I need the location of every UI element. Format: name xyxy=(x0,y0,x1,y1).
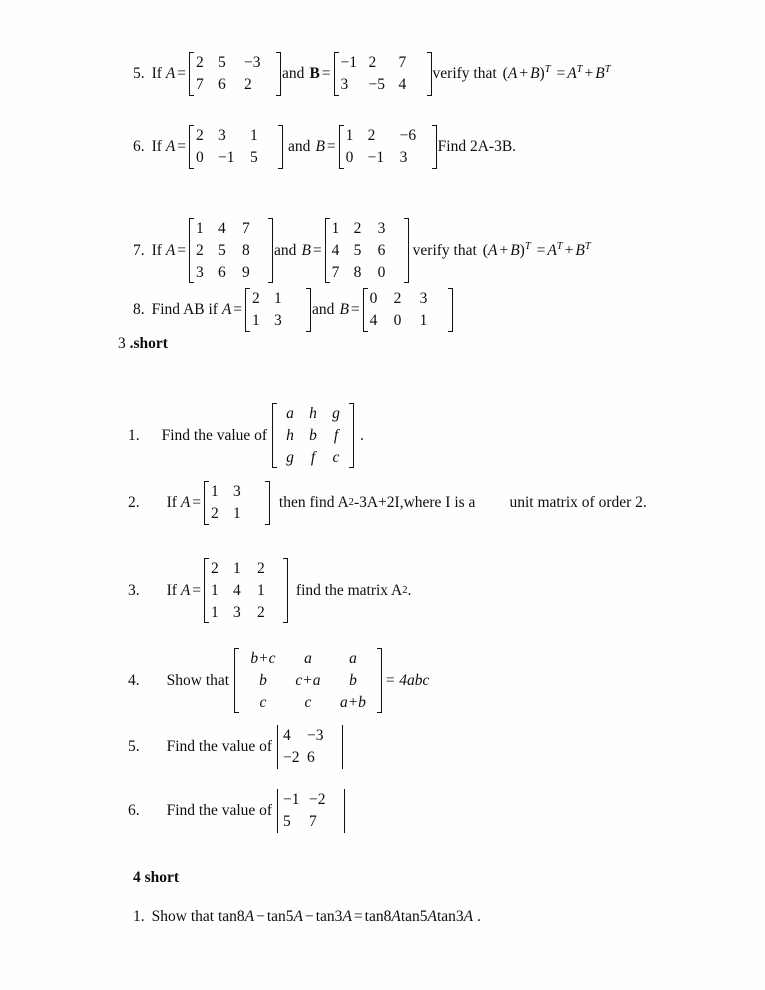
matrix-cell: 3 xyxy=(218,127,226,144)
exponent: 2 xyxy=(348,497,354,509)
item-tail-text-2: -3A+2I,where I is a xyxy=(353,493,476,511)
equals-sign: = xyxy=(192,581,202,599)
item-body xyxy=(145,288,454,332)
matrix-cell: 0 xyxy=(393,311,402,329)
matrix-b-label: B xyxy=(315,137,325,155)
matrix-symbolic xyxy=(234,648,382,713)
matrix-cell: 1 xyxy=(233,560,241,577)
matrix-cell: 3 xyxy=(274,311,282,329)
list-item xyxy=(133,52,611,96)
matrix-cell: −1 xyxy=(282,791,300,808)
matrix-cell: 4 xyxy=(398,75,407,93)
matrix-cell: c xyxy=(259,693,267,711)
matrix-a xyxy=(204,481,270,525)
equals-sign: = xyxy=(233,300,243,318)
matrix-a-label: A xyxy=(165,137,176,155)
matrix-cell: 2 xyxy=(368,54,377,71)
matrix-cell: g xyxy=(332,405,340,422)
matrix-cell: 2 xyxy=(196,54,204,71)
item-tail-text-3: unit matrix of order 2. xyxy=(509,493,647,511)
bracket-left-icon xyxy=(204,481,209,525)
bracket-left-icon xyxy=(325,218,330,283)
list-item xyxy=(128,789,346,833)
matrix-cell: 2 xyxy=(211,504,219,522)
matrix-cell: h xyxy=(286,426,294,444)
bracket-right-icon xyxy=(276,52,281,96)
determinant xyxy=(277,725,343,769)
matrix-cell: −5 xyxy=(368,75,386,93)
equals-sign: = xyxy=(350,300,360,318)
item-lead-text: Show that xyxy=(151,908,218,925)
matrix-cell: 4 xyxy=(218,220,226,237)
equals-sign: = xyxy=(177,137,187,155)
equals-sign: = xyxy=(326,137,336,155)
matrix-cell: 3 xyxy=(377,220,386,237)
item-body xyxy=(140,481,647,525)
section-heading-4: 4 short xyxy=(133,869,180,886)
matrix-cell: 5 xyxy=(218,54,226,71)
matrix-cell: 2 xyxy=(196,127,204,144)
item-tail-text: verify that xyxy=(412,241,477,259)
list-item xyxy=(133,288,454,332)
list-item xyxy=(128,725,344,769)
item-lead-text: If xyxy=(151,64,166,82)
item-body xyxy=(145,52,611,96)
matrix-cell: 2 xyxy=(257,560,265,577)
list-item xyxy=(133,908,481,926)
item-number: 6. xyxy=(128,801,140,819)
bracket-left-icon xyxy=(189,125,194,169)
item-body xyxy=(145,908,481,926)
matrix-cell: 5 xyxy=(353,241,362,259)
matrix-a-label: A xyxy=(180,493,191,511)
bracket-left-icon xyxy=(363,288,368,332)
matrix-cell: f xyxy=(333,426,339,444)
item-number: 5. xyxy=(133,64,145,82)
matrix-cell: 8 xyxy=(353,263,362,281)
matrix-cell: 2 xyxy=(211,560,219,577)
matrix-cell: 0 xyxy=(377,263,386,281)
matrix-cell: b xyxy=(309,426,317,444)
matrix-cell: 1 xyxy=(196,220,204,237)
item-number: 8. xyxy=(133,300,145,318)
matrix-a xyxy=(189,125,283,169)
item-tail-text-1: find the matrix A xyxy=(292,581,403,599)
section-heading-3 xyxy=(118,335,168,353)
determinant xyxy=(277,789,345,833)
bracket-left-icon xyxy=(334,52,339,96)
equals-sign: = xyxy=(312,241,322,259)
matrix-a xyxy=(245,288,311,332)
matrix-cell: −1 xyxy=(367,148,385,166)
matrix-cell: 4 xyxy=(331,241,340,259)
bracket-right-icon xyxy=(427,52,432,96)
bracket-right-icon xyxy=(278,125,283,169)
matrix-cell: 7 xyxy=(308,812,317,830)
item-number: 6. xyxy=(133,137,145,155)
matrix-cell: 4 xyxy=(233,581,241,599)
matrix-cell: 0 xyxy=(196,148,204,166)
item-lead-text: Find the value of xyxy=(166,737,276,755)
item-body xyxy=(145,125,516,169)
formula-transpose: $(A + B)^T = A^T + B^T$ xyxy=(502,64,611,83)
conjunction-text: and xyxy=(288,137,311,155)
bracket-left-icon xyxy=(272,403,277,468)
matrix-a xyxy=(189,52,281,96)
bracket-right-icon xyxy=(268,218,273,283)
item-body xyxy=(145,218,591,283)
list-item xyxy=(128,558,411,623)
matrix-cell: 1 xyxy=(331,220,340,237)
matrix-cell: h xyxy=(309,405,317,422)
matrix-cell: −3 xyxy=(244,54,261,71)
item-body xyxy=(140,648,430,713)
matrix-cell: 1 xyxy=(252,311,260,329)
item-body xyxy=(140,789,346,833)
matrix-cell: −6 xyxy=(399,127,417,144)
item-number: 4. xyxy=(128,671,140,689)
matrix-cell: 8 xyxy=(242,241,250,259)
item-body xyxy=(140,725,344,769)
matrix-cell: a xyxy=(349,650,357,667)
matrix-b-label: B xyxy=(309,64,320,82)
section-heading-3-label: .short xyxy=(129,335,168,352)
bracket-right-icon xyxy=(448,288,453,332)
matrix-cell: 4 xyxy=(369,311,378,329)
equals-sign: = xyxy=(177,64,187,82)
bracket-right-icon xyxy=(349,403,354,468)
matrix-cell: 1 xyxy=(233,504,241,522)
matrix-b xyxy=(334,52,432,96)
item-lead-text: Find the value of xyxy=(166,801,276,819)
matrix-cell: 1 xyxy=(274,290,282,307)
item-number: 1. xyxy=(133,908,145,925)
matrix-cell: 0 xyxy=(345,148,354,166)
matrix-cell: 3 xyxy=(399,148,408,166)
determinant-bar-left-icon xyxy=(277,725,278,769)
matrix-cell: 1 xyxy=(211,603,219,621)
matrix-cell: 7 xyxy=(242,220,250,237)
matrix-a xyxy=(204,558,288,623)
list-item xyxy=(128,648,429,713)
bracket-left-icon xyxy=(339,125,344,169)
equals-sign: = xyxy=(192,493,202,511)
matrix-a-label: A xyxy=(221,300,232,318)
matrix-cell: −1 xyxy=(218,148,235,166)
matrix-cell: 6 xyxy=(218,75,226,93)
bracket-left-icon xyxy=(189,218,194,283)
matrix-cell: c xyxy=(304,693,312,711)
item-body xyxy=(140,558,412,623)
item-number: 3. xyxy=(128,581,140,599)
matrix-cell: 1 xyxy=(419,311,428,329)
item-lead-text: Find AB if xyxy=(151,300,222,318)
matrix-cell: 7 xyxy=(398,54,407,71)
matrix-cell: a xyxy=(286,405,294,422)
matrix-cell: 4 xyxy=(282,727,291,744)
matrix-cell: 3 xyxy=(233,603,241,621)
matrix-a-label: A xyxy=(165,64,176,82)
matrix-cell: 2 xyxy=(257,603,265,621)
item-lead-text: If xyxy=(151,137,166,155)
matrix-cell: 3 xyxy=(419,290,428,307)
determinant-bar-left-icon xyxy=(277,789,278,833)
conjunction-text: and xyxy=(274,241,297,259)
item-body xyxy=(140,403,364,468)
bracket-right-icon xyxy=(377,648,382,713)
item-tail-text: = 4abc xyxy=(384,671,430,689)
matrix-cell: 2 xyxy=(196,241,204,259)
matrix-cell: −2 xyxy=(308,791,326,808)
matrix-cell: 0 xyxy=(369,290,378,307)
bracket-left-icon xyxy=(234,648,239,713)
matrix-b xyxy=(339,125,437,169)
item-lead-text: Show that xyxy=(166,671,233,689)
matrix-b xyxy=(325,218,409,283)
matrix-cell: 1 xyxy=(211,581,219,599)
determinant-bar-right-icon xyxy=(342,725,343,769)
matrix-cell: −2 xyxy=(282,748,300,766)
conjunction-text: and xyxy=(282,64,305,82)
list-item xyxy=(128,481,647,525)
item-lead-text: Find the value of xyxy=(161,426,271,444)
formula-transpose: $(A + B)^T = A^T + B^T$ xyxy=(482,241,591,260)
list-item xyxy=(133,125,516,169)
determinant-bar-right-icon xyxy=(344,789,345,833)
section-heading-3-prefix: 3 xyxy=(118,335,130,352)
matrix-cell: 2 xyxy=(367,127,376,144)
conjunction-text: and xyxy=(312,300,335,318)
list-item xyxy=(128,403,364,468)
matrix-b xyxy=(363,288,453,332)
matrix-cell: 3 xyxy=(196,263,204,281)
bracket-right-icon xyxy=(404,218,409,283)
matrix-cell: b xyxy=(259,671,267,689)
matrix-cell: 2 xyxy=(252,290,260,307)
item-number: 7. xyxy=(133,241,145,259)
matrix-cell: 6 xyxy=(218,263,226,281)
matrix-cell: 2 xyxy=(353,220,362,237)
matrix-cell: f xyxy=(310,448,316,466)
matrix-b-label: B xyxy=(339,300,349,318)
item-tail-text-2: . xyxy=(407,581,412,599)
matrix-a-label: A xyxy=(165,241,176,259)
matrix-cell: 1 xyxy=(257,581,265,599)
exponent: 2 xyxy=(402,585,408,597)
matrix-cell: b xyxy=(349,671,357,689)
matrix-cell: 6 xyxy=(306,748,315,766)
formula-tan-identity: tan8A − tan5A − tan3A = tan8Atan5Atan3A . xyxy=(217,908,481,925)
matrix-symbolic xyxy=(272,403,354,468)
matrix-a xyxy=(189,218,273,283)
bracket-right-icon xyxy=(432,125,437,169)
matrix-cell: 3 xyxy=(340,75,349,93)
item-number: 5. xyxy=(128,737,140,755)
bracket-right-icon xyxy=(306,288,311,332)
equals-sign: = xyxy=(177,241,187,259)
bracket-left-icon xyxy=(245,288,250,332)
item-tail-text: Find 2A-3B. xyxy=(437,137,517,155)
bracket-right-icon xyxy=(283,558,288,623)
matrix-cell: 5 xyxy=(250,148,258,166)
matrix-cell: 7 xyxy=(196,75,204,93)
matrix-cell: 9 xyxy=(242,263,250,281)
matrix-cell: b+c xyxy=(250,650,276,667)
matrix-cell: a+b xyxy=(339,693,366,711)
matrix-cell: 7 xyxy=(331,263,340,281)
item-number: 2. xyxy=(128,493,140,511)
bracket-left-icon xyxy=(204,558,209,623)
item-lead-text: If xyxy=(151,241,166,259)
matrix-cell: c xyxy=(332,448,340,466)
matrix-cell: −1 xyxy=(340,54,358,71)
item-lead-text: If xyxy=(166,581,181,599)
matrix-cell: c+a xyxy=(295,671,321,689)
matrix-cell: 1 xyxy=(211,483,219,500)
matrix-cell: a xyxy=(304,650,312,667)
matrix-cell: g xyxy=(286,448,294,466)
matrix-cell: 6 xyxy=(377,241,386,259)
equals-sign: = xyxy=(321,64,331,82)
bracket-left-icon xyxy=(189,52,194,96)
item-tail-text-1: then find A xyxy=(275,493,349,511)
matrix-cell: 2 xyxy=(244,75,252,93)
matrix-cell: 3 xyxy=(233,483,241,500)
matrix-cell: −3 xyxy=(306,727,324,744)
matrix-cell: 1 xyxy=(345,127,354,144)
matrix-cell: 2 xyxy=(393,290,402,307)
item-lead-text: If xyxy=(166,493,181,511)
matrix-cell: 5 xyxy=(282,812,291,830)
matrix-a-label: A xyxy=(180,581,191,599)
bracket-right-icon xyxy=(265,481,270,525)
matrix-cell: 1 xyxy=(250,127,258,144)
list-item xyxy=(133,218,591,283)
item-tail-text: . xyxy=(359,426,364,444)
item-tail-text: verify that xyxy=(432,64,497,82)
matrix-cell: 5 xyxy=(218,241,226,259)
item-number: 1. xyxy=(128,426,140,444)
matrix-b-label: B xyxy=(301,241,311,259)
